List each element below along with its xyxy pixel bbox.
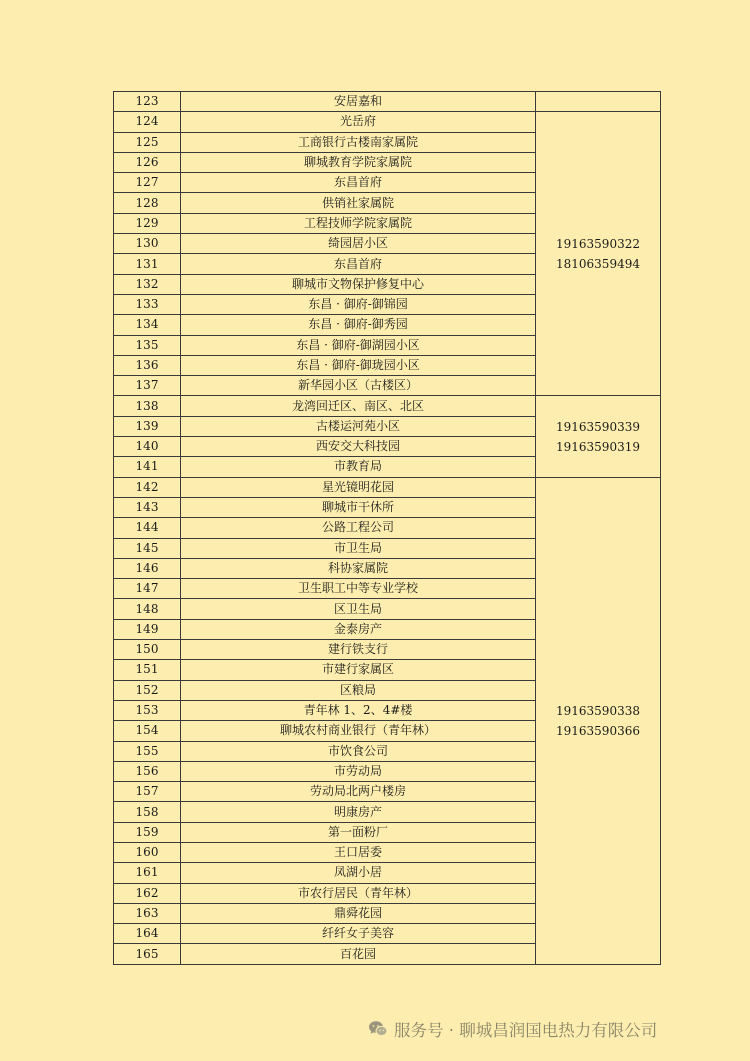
contact-phone-cell [536,112,661,396]
community-name: 星光镜明花园 [181,477,536,497]
row-number: 162 [114,883,181,903]
phone-number: 19163590319 [556,439,640,454]
row-number: 130 [114,234,181,254]
row-number: 148 [114,599,181,619]
row-number: 150 [114,640,181,660]
community-name: 聊城市文物保护修复中心 [181,274,536,294]
row-number: 143 [114,497,181,517]
community-name: 聊城教育学院家属院 [181,152,536,172]
contact-phone-cell [536,92,661,112]
row-number: 161 [114,863,181,883]
community-name: 聊城市干休所 [181,497,536,517]
community-name: 东昌首府 [181,254,536,274]
community-name: 纤纤女子美容 [181,924,536,944]
row-number: 133 [114,294,181,314]
row-number: 163 [114,903,181,923]
community-name: 聊城农村商业银行（青年林） [181,721,536,741]
row-number: 164 [114,924,181,944]
community-name: 市饮食公司 [181,741,536,761]
community-name: 古楼运河苑小区 [181,416,536,436]
row-number: 124 [114,112,181,132]
community-name: 青年林 1、2、4#楼 [181,700,536,720]
community-name: 第一面粉厂 [181,822,536,842]
contact-phone-cell [536,477,661,964]
row-number: 158 [114,802,181,822]
community-name: 市劳动局 [181,761,536,781]
table-row [114,112,661,132]
community-name: 东昌 · 御府-御锦园 [181,294,536,314]
row-number: 155 [114,741,181,761]
community-name: 市农行居民（青年林） [181,883,536,903]
row-number: 146 [114,558,181,578]
row-number: 165 [114,944,181,964]
phone-number: 18106359494 [556,256,640,271]
row-number: 147 [114,579,181,599]
community-name: 明康房产 [181,802,536,822]
community-name: 科协家属院 [181,558,536,578]
row-number: 157 [114,782,181,802]
table-body [114,92,661,965]
community-name: 西安交大科技园 [181,437,536,457]
row-number: 129 [114,213,181,233]
row-number: 127 [114,173,181,193]
row-number: 145 [114,538,181,558]
community-name: 东昌 · 御府-御秀园 [181,315,536,335]
row-number: 134 [114,315,181,335]
community-name: 绮园居小区 [181,234,536,254]
community-name: 王口居委 [181,842,536,862]
row-number: 142 [114,477,181,497]
community-name: 劳动局北两户楼房 [181,782,536,802]
row-number: 138 [114,396,181,416]
row-number: 125 [114,132,181,152]
community-name: 工程技师学院家属院 [181,213,536,233]
community-name: 金泰房产 [181,619,536,639]
phone-number: 19163590339 [556,419,640,434]
row-number: 141 [114,457,181,477]
community-name: 建行铁支行 [181,640,536,660]
row-number: 126 [114,152,181,172]
row-number: 154 [114,721,181,741]
community-name: 市建行家属区 [181,660,536,680]
row-number: 136 [114,355,181,375]
community-name: 安居嘉和 [181,92,536,112]
phone-number: 19163590366 [556,723,640,738]
row-number: 160 [114,842,181,862]
row-number: 131 [114,254,181,274]
community-name: 区粮局 [181,680,536,700]
row-number: 132 [114,274,181,294]
heating-contact-table [113,91,661,965]
phone-number: 19163590338 [556,703,640,718]
wechat-footer [368,1017,657,1041]
community-name: 东昌 · 御府-御珑园小区 [181,355,536,375]
community-name: 区卫生局 [181,599,536,619]
row-number: 140 [114,437,181,457]
wechat-icon [368,1020,388,1038]
community-name: 凤湖小居 [181,863,536,883]
community-name: 供销社家属院 [181,193,536,213]
row-number: 135 [114,335,181,355]
community-name: 市教育局 [181,457,536,477]
row-number: 137 [114,376,181,396]
community-name: 东昌首府 [181,173,536,193]
community-name: 公路工程公司 [181,518,536,538]
row-number: 153 [114,700,181,720]
row-number: 156 [114,761,181,781]
row-number: 139 [114,416,181,436]
row-number: 152 [114,680,181,700]
community-name: 市卫生局 [181,538,536,558]
community-name: 东昌 · 御府-御湖园小区 [181,335,536,355]
row-number: 128 [114,193,181,213]
row-number: 151 [114,660,181,680]
community-name: 新华园小区（古楼区） [181,376,536,396]
row-number: 159 [114,822,181,842]
table-row [114,92,661,112]
community-name: 龙湾回迁区、南区、北区 [181,396,536,416]
community-name: 卫生职工中等专业学校 [181,579,536,599]
table-row [114,396,661,416]
row-number: 149 [114,619,181,639]
community-name: 光岳府 [181,112,536,132]
community-name: 鼎舜花园 [181,903,536,923]
community-name: 百花园 [181,944,536,964]
footer-text: 服务号 · 聊城昌润国电热力有限公司 [394,1021,658,1040]
row-number: 123 [114,92,181,112]
table-row [114,477,661,497]
contact-phone-cell [536,396,661,477]
phone-number: 19163590322 [556,236,640,251]
community-name: 工商银行古楼南家属院 [181,132,536,152]
row-number: 144 [114,518,181,538]
